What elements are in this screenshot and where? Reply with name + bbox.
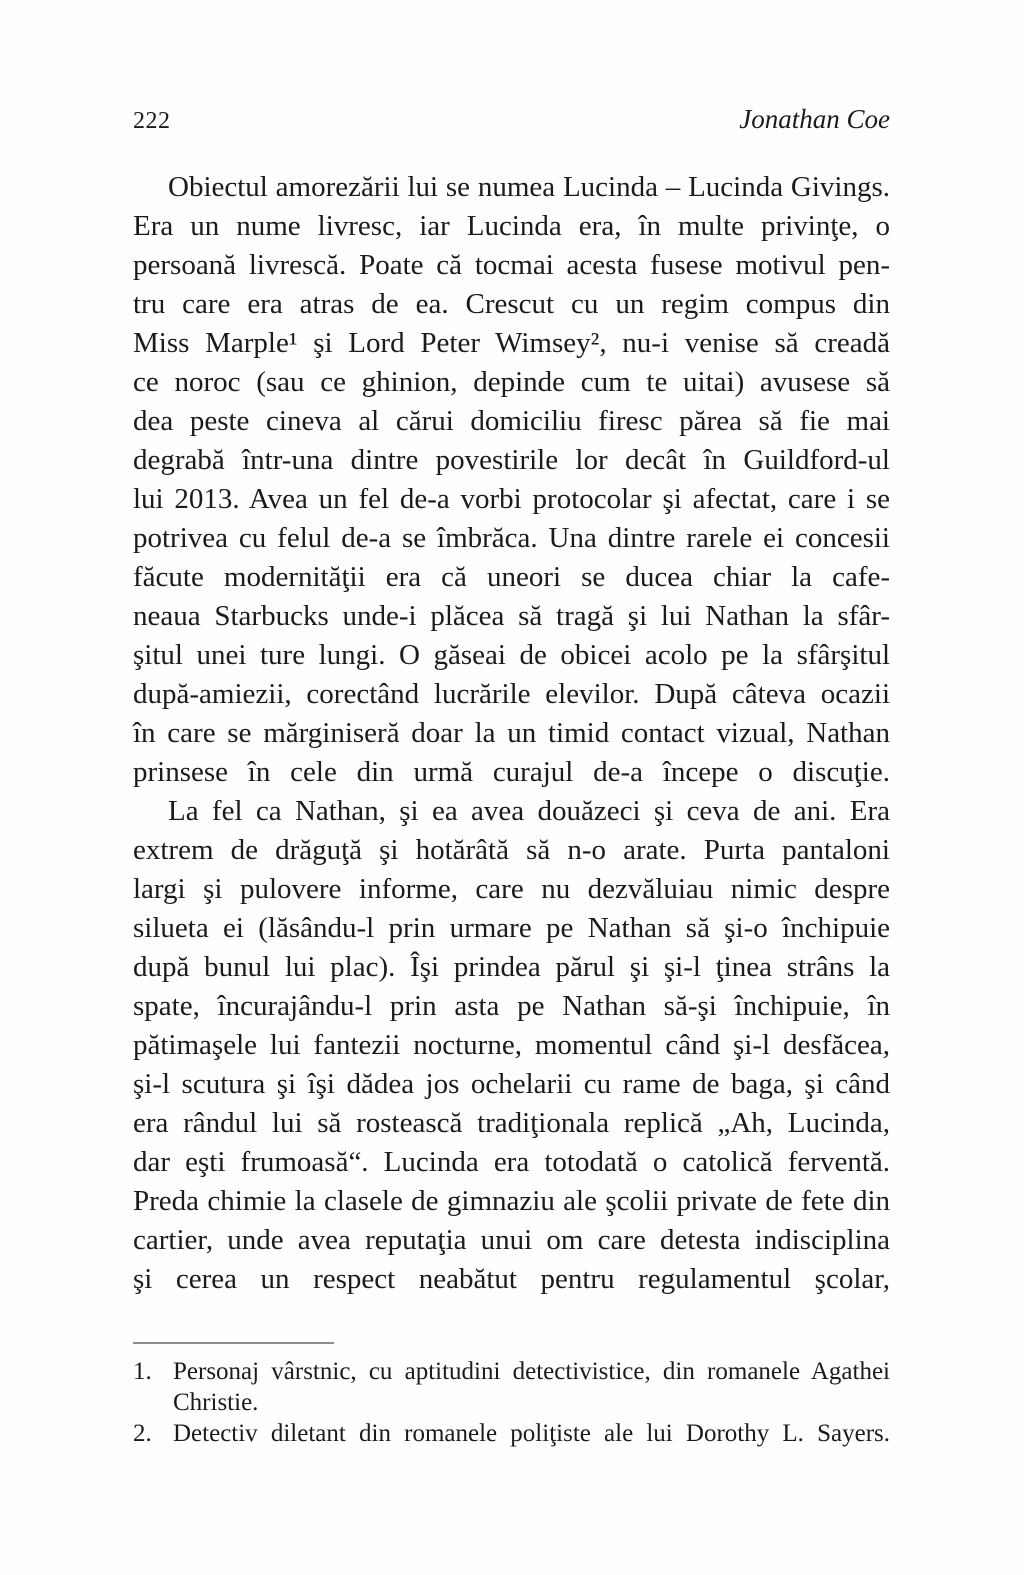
body-line: şi-l scutura şi îşi dădea jos ochelarii cu rame de baga, şi când (133, 1068, 890, 1100)
body-line: dea peste cineva al cărui domiciliu firesc părea să fie mai (133, 405, 890, 437)
body-line: dar eşti frumoasă“. Lucinda era totodată o catolică ferventă. (133, 1146, 890, 1178)
body-line: cartier, unde avea reputaţia unui om care detesta indisciplina (133, 1224, 890, 1256)
footnotes (133, 1356, 890, 1449)
body-line: persoană livrescă. Poate că tocmai acesta fusese motivul pen- (133, 249, 890, 281)
footnote-item (133, 1356, 890, 1418)
body-line: potrivea cu felul de-a se îmbrăca. Una dintre rarele ei concesii (133, 522, 890, 554)
body-line: tru care era atras de ea. Crescut cu un regim compus din (133, 288, 890, 320)
body-line: făcute modernităţii era că uneori se ducea chiar la cafe- (133, 561, 890, 593)
body-line: La fel ca Nathan, şi ea avea douăzeci şi ceva de ani. Era (168, 795, 890, 827)
running-head-author: Jonathan Coe (739, 104, 890, 134)
body-text (133, 168, 890, 1299)
body-line: în care se mărginiseră doar la un timid contact vizual, Nathan (133, 717, 890, 749)
body-line: după bunul lui plac). Îşi prindea părul şi şi-l ţinea strâns la (133, 951, 890, 983)
body-line: lui 2013. Avea un fel de-a vorbi protocolar şi afectat, care i se (133, 483, 890, 515)
footnote-text: Personaj vârstnic, cu aptitudini detectivistice, din romanele Agathei Christie. (173, 1358, 890, 1416)
body-line: Obiectul amorezării lui se numea Lucinda – Lucinda Givings. (168, 171, 890, 203)
body-line: prinsese în cele din urmă curajul de-a începe o discuţie. (133, 756, 890, 788)
body-line: ce noroc (sau ce ghinion, depinde cum te uitai) avusese să (133, 366, 890, 398)
body-line: spate, încurajându-l prin asta pe Nathan să-şi închipuie, în (133, 990, 890, 1022)
body-line: largi şi pulovere informe, care nu dezvăluiau nimic despre (133, 873, 890, 905)
footnote-marker: 1. (133, 1358, 152, 1385)
body-line: pătimaşele lui fantezii nocturne, momentul când şi-l desfăcea, (133, 1029, 890, 1061)
body-line: şi cerea un respect neabătut pentru regulamentul şcolar, (133, 1263, 890, 1295)
body-line: după-amiezii, corectând lucrările elevilor. După câteva ocazii (133, 678, 890, 710)
page-header (133, 104, 890, 136)
body-line: degrabă într-una dintre povestirile lor decât în Guildford-ul (133, 444, 890, 476)
body-line: Miss Marple¹ şi Lord Peter Wimsey², nu-i venise să creadă (133, 327, 890, 359)
footnote-item (133, 1418, 890, 1449)
body-line: Era un nume livresc, iar Lucinda era, în multe privinţe, o (133, 210, 890, 242)
footnote-marker: 2. (133, 1420, 152, 1447)
body-line: şitul unei ture lungi. O găseai de obicei acolo pe la sfârşitul (133, 639, 890, 671)
body-line: silueta ei (lăsându-l prin urmare pe Nathan să şi-o închipuie (133, 912, 890, 944)
body-line: Preda chimie la clasele de gimnaziu ale şcolii private de fete din (133, 1185, 890, 1217)
page-number: 222 (133, 108, 171, 134)
footnote-separator (133, 1342, 334, 1344)
footnote-text: Detectiv diletant din romanele poliţiste ale lui Dorothy L. Sayers. (173, 1420, 890, 1447)
body-line: extrem de drăguţă şi hotărâtă să n-o arate. Purta pantaloni (133, 834, 890, 866)
body-line: era rândul lui să rostească tradiţionala replică „Ah, Lucinda, (133, 1107, 890, 1139)
body-line: neaua Starbucks unde-i plăcea să tragă şi lui Nathan la sfâr- (133, 600, 890, 632)
